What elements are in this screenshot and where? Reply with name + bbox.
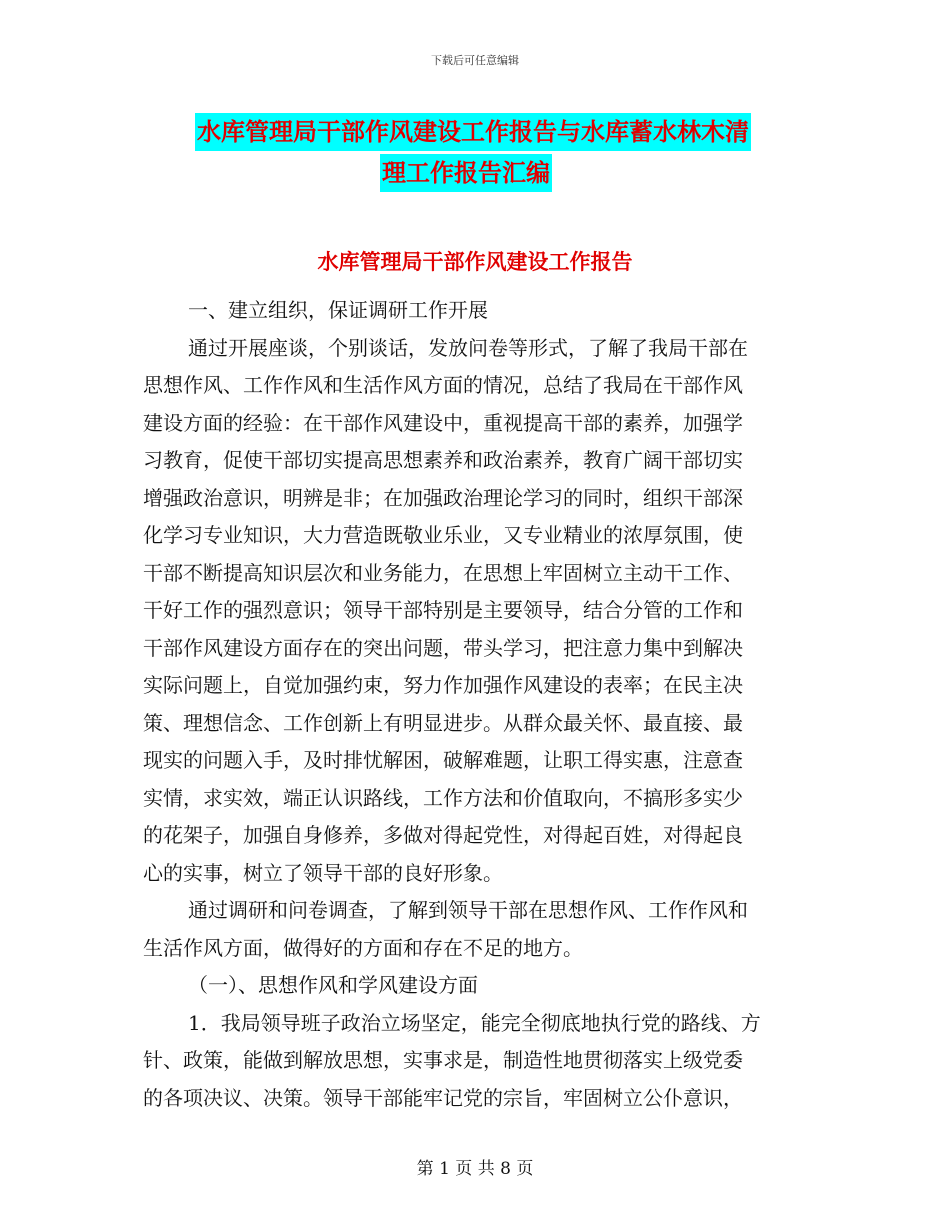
- page-footer: 第 1 页 共 8 页: [416, 1159, 534, 1179]
- text-line: 的花架子，加强自身修养，多做对得起党性，对得起百姓，对得起良: [143, 823, 743, 847]
- text-line: 增强政治意识，明辨是非；在加强政治理论学习的同时，组织干部深: [143, 485, 743, 510]
- text-line: 习教育，促使干部切实提高思想素养和政治素养，教育广阔干部切实: [143, 448, 743, 472]
- text-line: 的各项决议、决策。领导干部能牢记党的宗旨，牢固树立公仆意识，: [143, 1085, 743, 1110]
- heading-1: 一、建立组织，保证调研工作开展: [188, 298, 488, 322]
- text-line: 干好工作的强烈意识；领导干部特别是主要领导，结合分管的工作和: [143, 598, 743, 622]
- text-line: 策、理想信念、工作创新上有明显进步。从群众最关怀、最直接、最: [143, 710, 743, 735]
- text-line: 现实的问题入手，及时排忧解困，破解难题，让职工得实惠，注意查: [143, 748, 743, 772]
- text-line: 实际问题上，自觉加强约束，努力作加强作风建设的表率；在民主决: [143, 673, 743, 697]
- text-line: 针、政策，能做到解放思想，实事求是，制造性地贯彻落实上级党委: [143, 1048, 743, 1072]
- text-line: 1．我局领导班子政治立场坚定，能完全彻底地执行党的路线、方: [188, 1010, 761, 1035]
- header-note: 下载后可任意编辑: [431, 54, 519, 67]
- text-line: 建设方面的经验：在干部作风建设中，重视提高干部的素养，加强学: [143, 410, 743, 435]
- subheading: （一）、思想作风和学风建设方面: [188, 973, 478, 997]
- text-line: 心的实事，树立了领导干部的良好形象。: [143, 860, 503, 885]
- text-line: 化学习专业知识，大力营造既敬业乐业，又专业精业的浓厚氛围，使: [143, 523, 743, 547]
- text-line: 通过调研和问卷调查，了解到领导干部在思想作风、工作作风和: [188, 898, 748, 922]
- document-title-line-1: 水库管理局干部作风建设工作报告与水库蓄水林木清: [195, 113, 751, 151]
- document-title-line-2: 理工作报告汇编: [380, 154, 552, 192]
- section-title: 水库管理局干部作风建设工作报告: [317, 250, 633, 274]
- text-line: 生活作风方面，做得好的方面和存在不足的地方。: [143, 935, 583, 960]
- text-line: 干部作风建设方面存在的突出问题，带头学习，把注意力集中到解决: [143, 635, 743, 660]
- body-text: [143, 292, 808, 1117]
- text-line: 思想作风、工作作风和生活作风方面的情况，总结了我局在干部作风: [143, 373, 743, 397]
- text-line: 实情，求实效，端正认识路线，工作方法和价值取向，不搞形多实少: [143, 785, 743, 810]
- text-line: 通过开展座谈，个别谈话，发放问卷等形式，了解了我局干部在: [188, 335, 748, 360]
- text-line: 干部不断提高知识层次和业务能力，在思想上牢固树立主动干工作、: [143, 560, 743, 585]
